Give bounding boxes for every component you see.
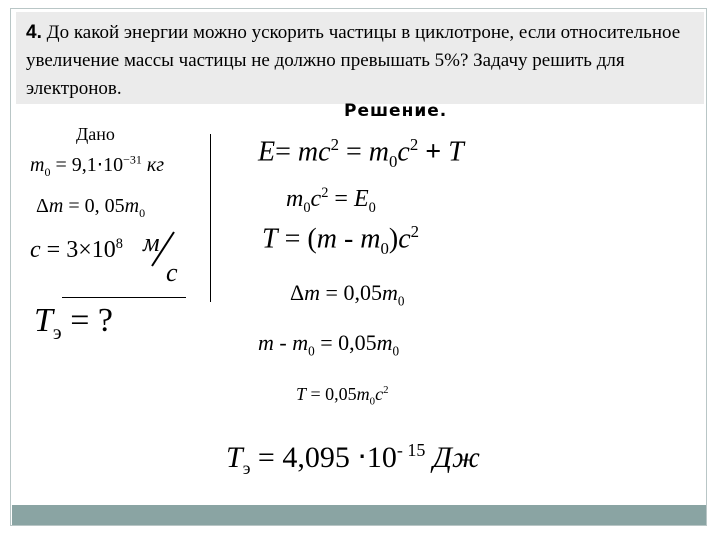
find-electron-energy: $T_э$ = ? [34, 302, 113, 344]
given-mass-increase: Δm = 0, $05m_0$ [36, 195, 146, 220]
solution-heading: Решение. [344, 101, 448, 121]
unit-numerator: м [143, 228, 160, 257]
task-statement [16, 12, 704, 104]
formula-mass-increase: $\Delta m = 0,05m_0$ [290, 280, 405, 309]
formula-kinetic-energy: $T = (m - m_0)c^2$ [262, 222, 420, 258]
unit-fraction-slash [138, 226, 188, 296]
formula-kinetic-result: $T = 0,05m_0c^2$ [296, 384, 389, 408]
given-speed-of-light: $c = 3\times 10^8$ [30, 236, 123, 263]
formula-rest-energy: $m_0c^2 = E_0$ [286, 185, 376, 216]
footer-bar [12, 505, 706, 525]
formula-mass-difference: $m - m_0 = 0,05m_0$ [258, 330, 400, 359]
task-text: До какой энергии можно ускорить частицы в циклотроне, если относительное увеличение массы частицы не должно превышать 5%? Задачу решить для электронов. [26, 22, 681, 99]
formula-total-energy: $E= mc^2 = m_0c^2 + T$ [258, 135, 464, 171]
given-rest-mass: $m_0 = 9,1\cdot 10^{-31}$ кг [30, 152, 165, 179]
unit-denominator: с [166, 258, 178, 287]
task-number: 4. [26, 22, 42, 43]
given-find-divider [62, 297, 186, 298]
given-solution-divider [210, 134, 211, 302]
answer-electron-energy: $T_э = 4,095 \cdot 10^{- 15}$ Дж [226, 440, 480, 478]
given-label: Дано [76, 124, 115, 144]
